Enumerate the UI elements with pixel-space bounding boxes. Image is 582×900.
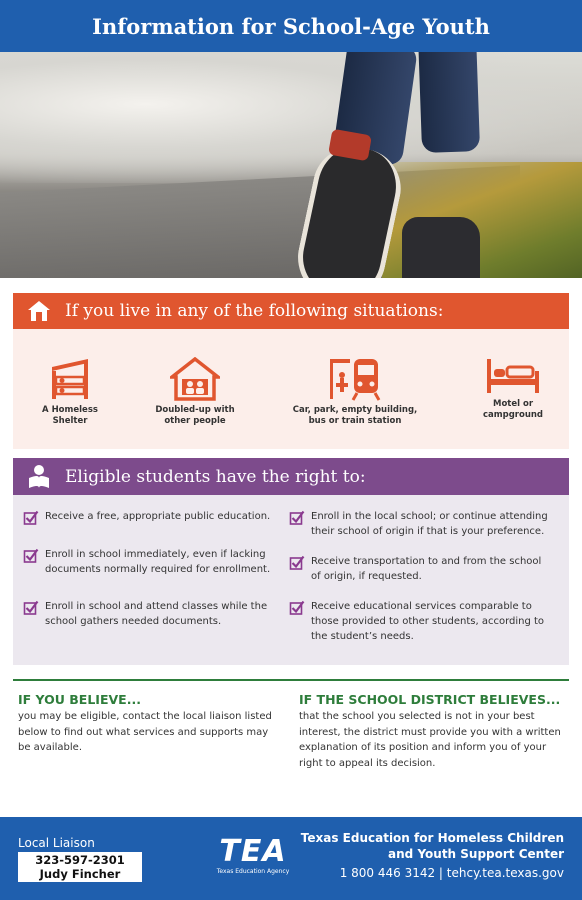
situation-doubled-up: Doubled-up with other people	[150, 357, 240, 428]
situations-heading: If you live in any of the following situations:	[65, 301, 444, 321]
page-title: Information for School-Age Youth	[92, 13, 490, 39]
situation-motel: Motel or campground	[469, 355, 557, 422]
liaison-name: Judy Fincher	[39, 867, 121, 881]
checkbox-check-icon	[23, 548, 39, 563]
rights-heading: Eligible students have the right to:	[65, 466, 366, 487]
support-center-name-line1: Texas Education for Homeless Children	[300, 831, 564, 845]
right-item: Enroll in the local school; or continue attending their school of origin if that is your preference.	[289, 509, 565, 539]
right-item: Enroll in school and attend classes while the school gathers needed documents.	[23, 599, 293, 629]
checkbox-check-icon	[289, 600, 305, 615]
support-center-contact[interactable]: 1 800 446 3142 | tehcy.tea.texas.gov	[339, 866, 564, 880]
checkbox-check-icon	[23, 600, 39, 615]
checkbox-check-icon	[289, 510, 305, 525]
if-you-believe-text: you may be eligible, contact the local liaison listed below to find out what services and supports may be available.	[18, 711, 272, 753]
situation-shelter: A Homeless Shelter	[25, 357, 115, 428]
right-item: Enroll in school immediately, even if lacking documents normally required for enrollment.	[23, 547, 293, 577]
situations-panel	[13, 329, 569, 449]
if-you-believe-heading: IF YOU BELIEVE...	[18, 692, 141, 707]
doubled-up-house-icon	[170, 357, 220, 401]
if-district-believes-section	[299, 692, 575, 771]
house-icon	[25, 297, 53, 325]
local-liaison-label: Local Liaison	[18, 836, 95, 850]
hero-photo	[0, 52, 582, 278]
if-you-believe-section	[18, 692, 288, 756]
student-reading-icon	[25, 463, 53, 491]
footer	[0, 817, 582, 900]
if-district-believes-text: that the school you selected is not in your best interest, the district must provide you with a written explanation of its position and inform you of your right to appeal its decision.	[299, 711, 561, 769]
checkbox-check-icon	[23, 510, 39, 525]
liaison-phone: 323-597-2301	[35, 853, 125, 867]
support-center-name-line2: and Youth Support Center	[388, 847, 564, 861]
local-liaison-box	[18, 852, 142, 882]
situations-heading-bar	[13, 293, 569, 329]
section-divider	[13, 679, 569, 681]
situation-car-park-station: Car, park, empty building, bus or train station	[289, 357, 421, 428]
right-item: Receive educational services comparable to those provided to other students, according to the student’s needs.	[289, 599, 565, 644]
checkbox-check-icon	[289, 555, 305, 570]
tea-logo	[213, 834, 293, 875]
tea-logo-mark: TEA	[219, 834, 287, 869]
right-item: Receive transportation to and from the school of origin, if requested.	[289, 554, 565, 584]
train-station-icon	[328, 357, 382, 401]
rights-heading-bar	[13, 458, 569, 495]
shelter-icon	[48, 357, 92, 401]
motel-bed-icon	[485, 355, 541, 395]
tea-logo-subtitle: Texas Education Agency	[216, 868, 290, 875]
right-item: Receive a free, appropriate public education.	[23, 509, 283, 525]
page-header	[0, 0, 582, 52]
if-district-believes-heading: IF THE SCHOOL DISTRICT BELIEVES...	[299, 692, 561, 707]
support-center-info	[301, 830, 564, 882]
rights-panel	[13, 495, 569, 665]
